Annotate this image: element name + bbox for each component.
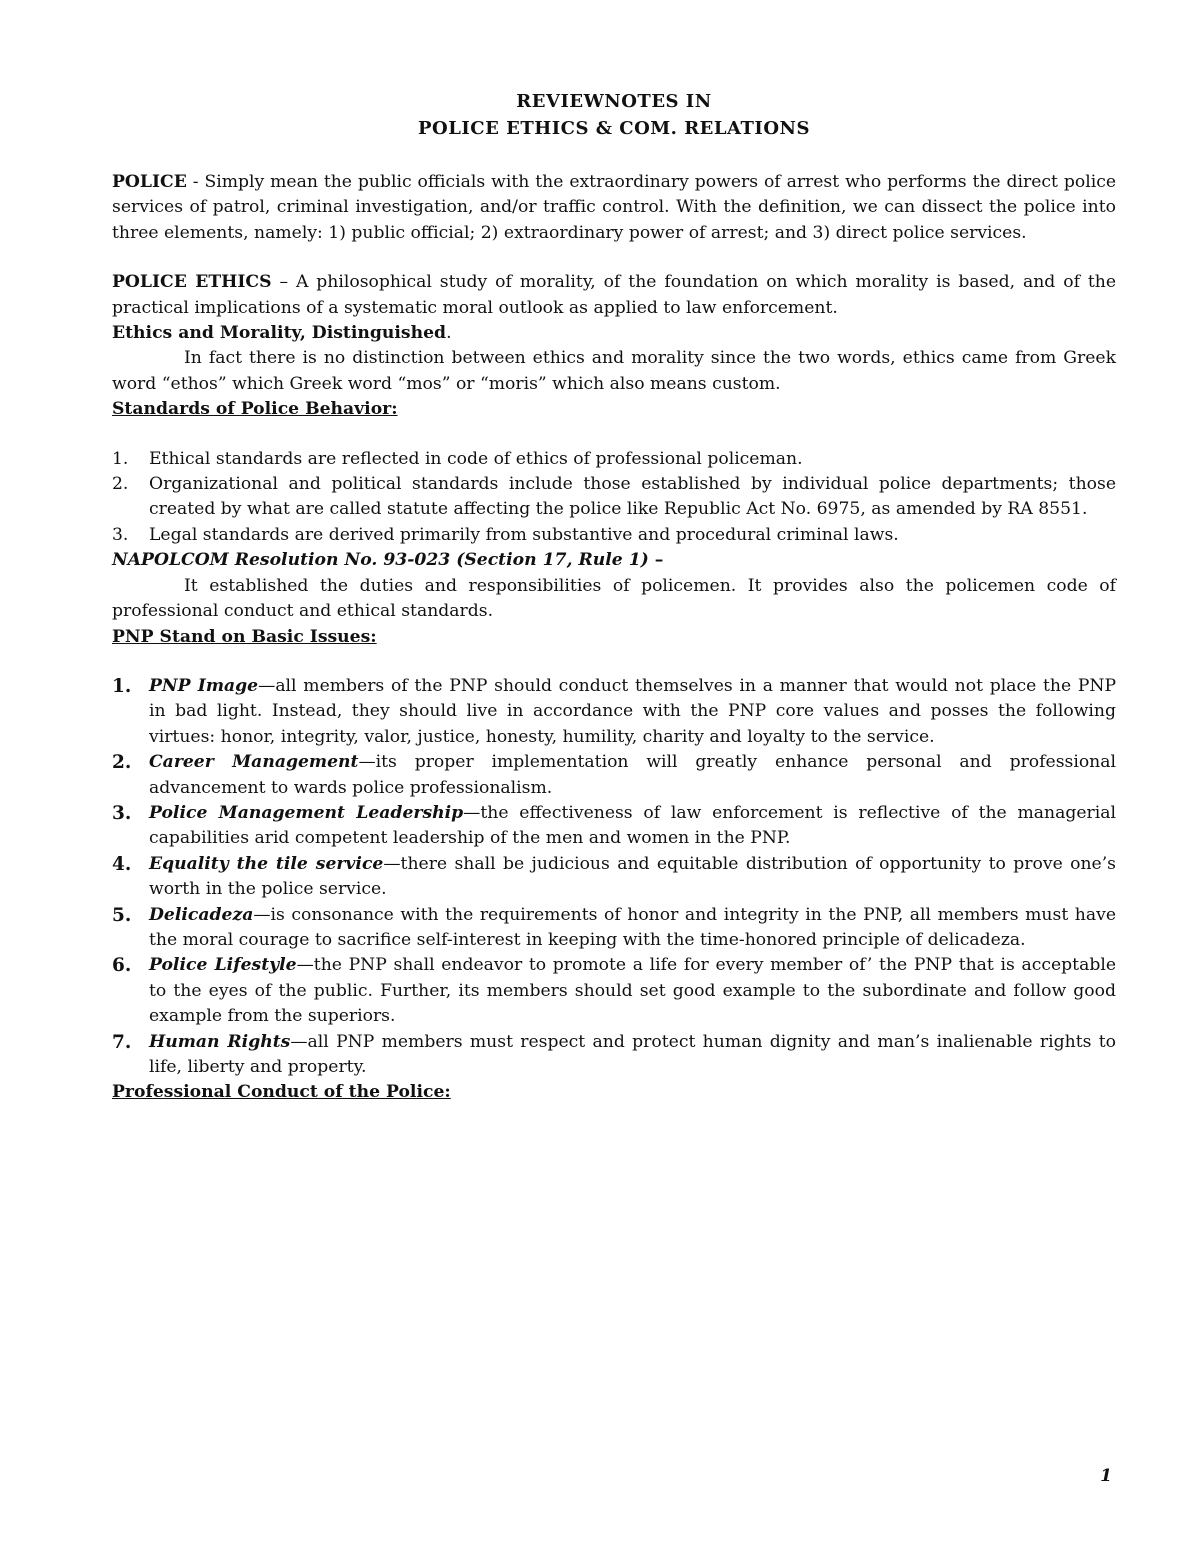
napolcom-text: It established the duties and responsibilities of policemen. It provides also the policemen code of professional conduct and ethical standards. <box>112 575 1116 622</box>
page-number: 1 <box>1100 1466 1112 1486</box>
police-ethics-text: – A philosophical study of morality, of the foundation on which morality is based, and of the practical implications of a systematic moral outlook as applied to law enforcement. <box>112 272 1117 318</box>
police-definition-text: - Simply mean the public officials with the extraordinary powers of arrest who performs the direct police services of patrol, criminal investigation, and/or traffic control. With the definition, we can dissect the police into three elements, namely: 1) public official; 2) extraordinary power of arrest; and 3) direct police services. <box>112 172 1116 243</box>
list-item: 2. Career Management—its proper implementation will greatly enhance personal and professional advancement to wards police professionalism. <box>112 752 1116 798</box>
list-item: 4. Equality the tile service—there shall be judicious and equitable distribution of opportunity to prove one’s worth in the police service. <box>112 853 1116 900</box>
document-title-line-2: POLICE ETHICS & COM. RELATIONS <box>418 118 810 139</box>
pnp-stand-heading: PNP Stand on Basic Issues: <box>112 626 377 647</box>
list-item: 1. PNP Image—all members of the PNP should conduct themselves in a manner that would not place the PNP in bad light. Instead, they should live in accordance with the PNP core values and posses the following virtues: honor, integrity, valor, justice, honesty, humility, charity and loyalty to the service. <box>112 675 1117 747</box>
professional-conduct-heading: Professional Conduct of the Police: <box>112 1082 451 1103</box>
list-item: 5. Delicadeza—is consonance with the requirements of honor and integrity in the PNP, all members must have the moral courage to sacrifice self-interest in keeping with the time-honored principle of delicadeza. <box>112 904 1116 950</box>
ethics-morality-text: In fact there is no distinction between ethics and morality since the two words, ethics came from Greek word “ethos” which Greek word “mos” or “moris” which also means custom. <box>112 348 1116 394</box>
list-item: 3. Police Management Leadership—the effectiveness of law enforcement is reflective of the managerial capabilities arid competent leadership of the men and women in the PNP. <box>112 802 1117 849</box>
police-definition <box>112 170 1116 246</box>
napolcom-heading: NAPOLCOM Resolution No. 93-023 (Section 17, Rule 1) – <box>112 550 664 571</box>
police-ethics-definition <box>112 270 1116 321</box>
standards-list <box>112 447 1116 549</box>
list-item: 6. Police Lifestyle—the PNP shall endeavor to promote a life for every member of’ the PNP that is acceptable to the eyes of the public. Further, its members should set good example to the subordinate and follow good example from the superiors. <box>112 955 1116 1027</box>
list-item: 1. Ethical standards are reflected in code of ethics of professional policeman. <box>112 448 803 469</box>
standards-heading: Standards of Police Behavior: <box>112 399 398 420</box>
document-page <box>112 88 1116 1106</box>
document-header <box>112 88 1116 142</box>
list-item: 3. Legal standards are derived primarily from substantive and procedural criminal laws. <box>112 524 899 545</box>
ethics-morality-heading: Ethics and Morality, Distinguished. <box>112 323 452 344</box>
police-term: POLICE <box>112 172 187 192</box>
pnp-stand-list <box>112 674 1116 1081</box>
police-ethics-term: POLICE ETHICS <box>112 272 272 293</box>
list-item: 2. Organizational and political standards include those established by individual police departments; those created by what are called statute affecting the police like Republic Act No. 6975, as amended by RA 8551. <box>112 474 1116 520</box>
document-title-line-1: REVIEWNOTES IN <box>516 91 712 112</box>
list-item: 7. Human Rights—all PNP members must respect and protect human dignity and man’s inalienable rights to life, liberty and property. <box>112 1031 1116 1077</box>
